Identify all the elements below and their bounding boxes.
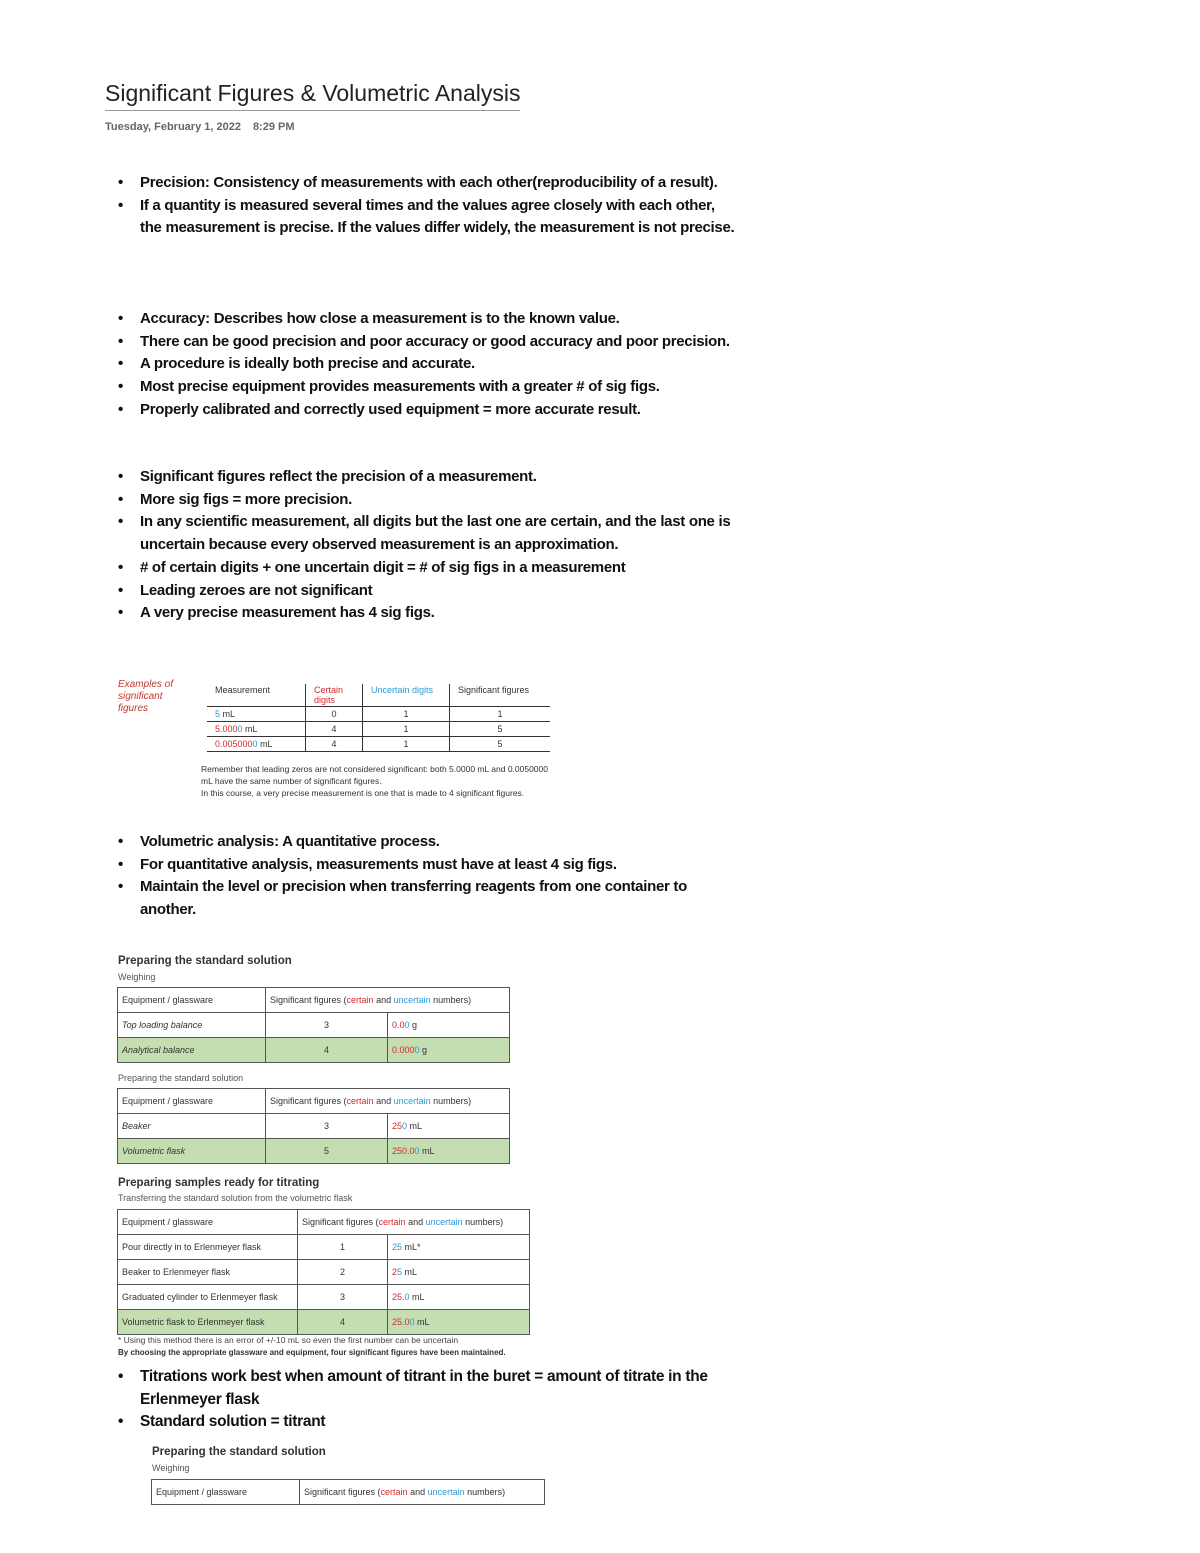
bullet-item: • Volumetric analysis: A quantitative process. (140, 831, 740, 854)
sigfig-count-cell: 1 (298, 1235, 388, 1260)
certain-cell: 4 (306, 722, 363, 737)
value-cell: 25 mL* (388, 1235, 530, 1260)
uncertain-cell: 1 (363, 722, 450, 737)
weighing2-heading: Preparing the standard solution (152, 1446, 326, 1458)
table-header-row (118, 1089, 510, 1114)
equipment-header: Equipment / glassware (118, 1089, 266, 1114)
equipment-cell: Beaker to Erlenmeyer flask (118, 1260, 298, 1285)
equipment-cell: Beaker (118, 1114, 266, 1139)
bullet-item: • Leading zeroes are not significant (140, 580, 740, 603)
table-row (207, 722, 550, 737)
value-cell: 250.00 mL (388, 1139, 510, 1164)
table-row (118, 1310, 530, 1335)
table-row (118, 1260, 530, 1285)
equipment-cell: Volumetric flask (118, 1139, 266, 1164)
table-row (118, 1139, 510, 1164)
equipment-cell: Graduated cylinder to Erlenmeyer flask (118, 1285, 298, 1310)
equipment-cell: Top loading balance (118, 1013, 266, 1038)
bullet-item: • Precision: Consistency of measurements with each other(reproducibility of a result). (140, 172, 740, 195)
bullet-item: • A very precise measurement has 4 sig figs. (140, 602, 740, 625)
table-row (118, 1285, 530, 1310)
bullet-item: • Significant figures reflect the precision of a measurement. (140, 466, 740, 489)
col-header-certain: Certain digits (306, 684, 363, 707)
weighing2-table (151, 1479, 545, 1505)
measurement-cell: 0.0050000 mL (207, 737, 306, 752)
examples-table (207, 684, 550, 752)
weighing-subheading: Weighing (118, 972, 156, 982)
value-cell: 25.0 mL (388, 1285, 530, 1310)
measurement-cell: 5 mL (215, 709, 236, 719)
note-text: In this course, a very precise measurement is one that is made to 4 significant figures. (201, 788, 525, 798)
sigfig-count-cell: 2 (298, 1260, 388, 1285)
bullet-item: • Properly calibrated and correctly used equipment = more accurate result. (140, 399, 740, 422)
weighing-heading: Preparing the standard solution (118, 955, 292, 967)
volumetric-bullets (140, 831, 740, 922)
certain-cell: 4 (306, 737, 363, 752)
titration-bullets (140, 1366, 740, 1434)
page-title: Significant Figures & Volumetric Analysis (105, 80, 520, 111)
table-row (207, 707, 550, 722)
sigfig-header: Significant figures (certain and uncertain numbers) (300, 1480, 545, 1505)
bullet-item: • Maintain the level or precision when transferring reagents from one container to another. (140, 876, 740, 921)
weighing2-subheading: Weighing (152, 1463, 190, 1473)
accuracy-bullets (140, 308, 740, 422)
col-header-uncertain: Uncertain digits (363, 684, 450, 707)
table-row (207, 737, 550, 752)
certain-cell: 0 (306, 707, 363, 722)
table-row (118, 1114, 510, 1139)
bullet-item: • If a quantity is measured several times and the values agree closely with each other, the measurement is precise. If the values differ widely, the measurement is not precise. (140, 195, 740, 240)
prep-subheading: Preparing the standard solution (118, 1073, 244, 1083)
bullet-item: • There can be good precision and poor accuracy or good accuracy and poor precision. (140, 331, 740, 354)
titrate-table (117, 1209, 530, 1335)
bullet-item: • More sig figs = more precision. (140, 489, 740, 512)
sigfig-count-cell: 3 (266, 1114, 388, 1139)
table-row (118, 1038, 510, 1063)
col-header-sigfigs: Significant figures (450, 684, 551, 707)
sigfig-count-cell: 3 (266, 1013, 388, 1038)
sigfig-header: Significant figures (certain and uncertain numbers) (266, 988, 510, 1013)
table-row (118, 1013, 510, 1038)
sigfig-cell: 1 (450, 707, 551, 722)
equipment-header: Equipment / glassware (118, 988, 266, 1013)
sigfig-count-cell: 4 (298, 1310, 388, 1335)
equipment-cell: Volumetric flask to Erlenmeyer flask (118, 1310, 298, 1335)
bullet-item: • In any scientific measurement, all digits but the last one are certain, and the last one is uncertain because every observed measurement is an approximation. (140, 511, 740, 556)
page-date: Tuesday, February 1, 2022 (105, 121, 241, 133)
examples-label: Examples of significant figures (118, 679, 174, 714)
sigfig-cell: 5 (450, 722, 551, 737)
value-cell: 250 mL (388, 1114, 510, 1139)
precision-bullets (140, 172, 740, 240)
footnote: * Using this method there is an error of +/-10 mL so even the first number can be uncertain (118, 1335, 459, 1345)
bullet-item: • For quantitative analysis, measurements must have at least 4 sig figs. (140, 854, 740, 877)
uncertain-cell: 1 (363, 737, 450, 752)
sigfig-count-cell: 3 (298, 1285, 388, 1310)
equipment-cell: Pour directly in to Erlenmeyer flask (118, 1235, 298, 1260)
examples-note (201, 763, 551, 799)
uncertain-cell: 1 (363, 707, 450, 722)
bullet-item: • Standard solution = titrant (140, 1411, 740, 1434)
value-cell: 25.00 mL (388, 1310, 530, 1335)
equipment-cell: Analytical balance (118, 1038, 266, 1063)
sigfig-count-cell: 4 (266, 1038, 388, 1063)
footnote-bold: By choosing the appropriate glassware and equipment, four significant figures have been maintained. (118, 1348, 506, 1357)
table-row (118, 1235, 530, 1260)
value-cell: 0.00 g (388, 1013, 510, 1038)
table-header-row (152, 1480, 545, 1505)
measurement-cell: 5.0000 mL (207, 722, 306, 737)
titrate-subheading: Transferring the standard solution from the volumetric flask (118, 1193, 353, 1203)
bullet-item: • Accuracy: Describes how close a measurement is to the known value. (140, 308, 740, 331)
value-cell: 25 mL (388, 1260, 530, 1285)
sigfig-count-cell: 5 (266, 1139, 388, 1164)
table-header-row (118, 1210, 530, 1235)
prep-table (117, 1088, 510, 1164)
col-header-measurement: Measurement (207, 684, 306, 707)
sigfig-header: Significant figures (certain and uncertain numbers) (298, 1210, 530, 1235)
sigfig-bullets (140, 466, 740, 625)
page-datetime (105, 121, 307, 133)
titrate-heading: Preparing samples ready for titrating (118, 1177, 320, 1189)
bullet-item: • Titrations work best when amount of titrant in the buret = amount of titrate in the Erlenmeyer flask (140, 1366, 740, 1411)
bullet-item: • A procedure is ideally both precise and accurate. (140, 353, 740, 376)
note-text: Remember that leading zeros are not considered significant: both 5.0000 mL and 0.0050000 mL have the same number of significant figures. (201, 764, 548, 786)
sigfig-header: Significant figures (certain and uncertain numbers) (266, 1089, 510, 1114)
value-cell: 0.0000 g (388, 1038, 510, 1063)
equipment-header: Equipment / glassware (152, 1480, 300, 1505)
equipment-header: Equipment / glassware (118, 1210, 298, 1235)
bullet-item: • Most precise equipment provides measurements with a greater # of sig figs. (140, 376, 740, 399)
weighing-table (117, 987, 510, 1063)
table-header-row (118, 988, 510, 1013)
bullet-item: • # of certain digits + one uncertain digit = # of sig figs in a measurement (140, 557, 740, 580)
sigfig-cell: 5 (450, 737, 551, 752)
page-time: 8:29 PM (252, 121, 295, 133)
